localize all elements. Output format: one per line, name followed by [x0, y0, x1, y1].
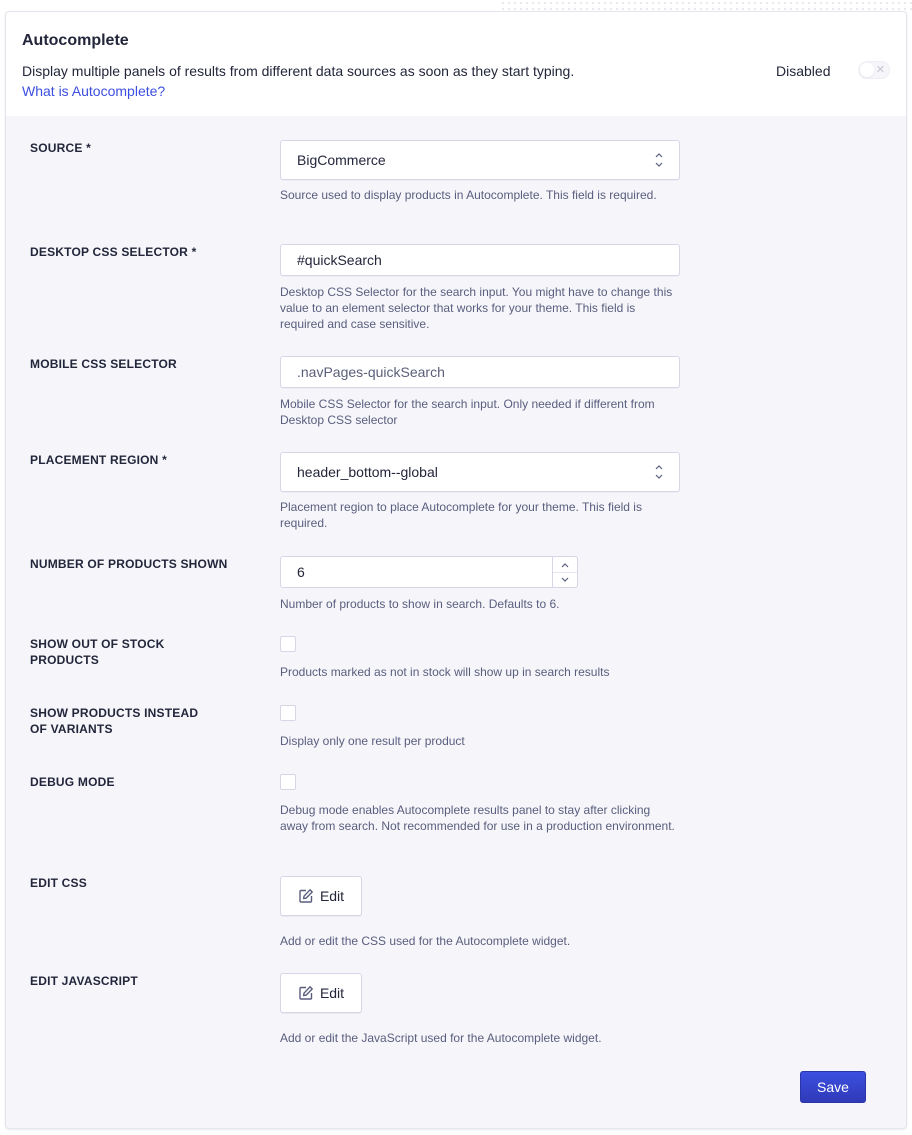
- desktop-selector-value: #quickSearch: [297, 252, 382, 268]
- toggle-knob: [860, 63, 874, 77]
- source-value: BigCommerce: [297, 152, 386, 168]
- edit-icon: [298, 888, 314, 904]
- select-arrows-icon: [653, 463, 665, 481]
- out-of-stock-checkbox[interactable]: [280, 636, 296, 652]
- save-button[interactable]: Save: [800, 1071, 866, 1103]
- placement-region-value: header_bottom--global: [297, 464, 438, 480]
- source-label: SOURCE *: [30, 141, 91, 155]
- section-description: Display multiple panels of results from different data sources as soon as they start typing.: [22, 63, 575, 79]
- close-icon: ✕: [875, 64, 885, 76]
- edit-js-button[interactable]: [280, 973, 362, 1013]
- status-label: Disabled: [776, 63, 831, 79]
- products-shown-label: NUMBER OF PRODUCTS SHOWN: [30, 557, 228, 571]
- placement-region-help: Placement region to place Autocomplete for your theme. This field is required.: [280, 500, 642, 530]
- products-instead-variants-help: Display only one result per product: [280, 734, 465, 748]
- debug-mode-checkbox[interactable]: [280, 774, 296, 790]
- chevron-up-icon: [561, 562, 569, 568]
- out-of-stock-help: Products marked as not in stock will show up in search results: [280, 665, 610, 679]
- desktop-selector-label: DESKTOP CSS SELECTOR *: [30, 245, 197, 259]
- edit-css-label: EDIT CSS: [30, 876, 87, 890]
- autocomplete-settings-card: [5, 11, 907, 1129]
- mobile-selector-value: .navPages-quickSearch: [297, 364, 445, 380]
- products-instead-variants-checkbox[interactable]: [280, 705, 296, 721]
- edit-js-label: EDIT JAVASCRIPT: [30, 974, 138, 988]
- decrement-button[interactable]: [553, 572, 577, 587]
- edit-css-button-label: Edit: [319, 888, 345, 904]
- edit-css-help: Add or edit the CSS used for the Autocomplete widget.: [280, 934, 571, 948]
- enable-toggle[interactable]: [858, 61, 890, 79]
- debug-mode-help: Debug mode enables Autocomplete results panel to stay after clicking away from search. Not recommended for use in a production environment.: [280, 803, 675, 833]
- desktop-selector-help: Desktop CSS Selector for the search input. You might have to change this value to an element selector that works for your theme. This field is required and case sensitive.: [280, 285, 673, 331]
- placement-region-label: PLACEMENT REGION *: [30, 453, 167, 467]
- section-title: Autocomplete: [22, 32, 129, 49]
- products-shown-input[interactable]: [280, 556, 578, 588]
- products-instead-variants-label: SHOW PRODUCTS INSTEAD OF VARIANTS: [30, 706, 199, 736]
- edit-icon: [298, 985, 314, 1001]
- what-is-autocomplete-link[interactable]: What is Autocomplete?: [22, 83, 166, 99]
- edit-js-help: Add or edit the JavaScript used for the Autocomplete widget.: [280, 1031, 602, 1045]
- products-shown-help: Number of products to show in search. Defaults to 6.: [280, 597, 560, 611]
- mobile-selector-label: MOBILE CSS SELECTOR: [30, 357, 177, 371]
- source-help: Source used to display products in Autocomplete. This field is required.: [280, 188, 657, 202]
- edit-css-button[interactable]: [280, 876, 362, 916]
- card-header: [6, 12, 906, 116]
- debug-mode-label: DEBUG MODE: [30, 775, 115, 789]
- products-shown-value: 6: [297, 564, 305, 580]
- chevron-down-icon: [561, 577, 569, 583]
- increment-button[interactable]: [553, 557, 577, 573]
- number-stepper: [552, 557, 577, 587]
- source-select[interactable]: [280, 140, 680, 180]
- mobile-selector-input[interactable]: [280, 356, 680, 388]
- edit-js-button-label: Edit: [319, 985, 345, 1001]
- out-of-stock-label: SHOW OUT OF STOCK PRODUCTS: [30, 637, 165, 667]
- placement-region-select[interactable]: [280, 452, 680, 492]
- desktop-selector-input[interactable]: [280, 244, 680, 276]
- background-dot-pattern: [500, 0, 912, 10]
- select-arrows-icon: [653, 151, 665, 169]
- mobile-selector-help: Mobile CSS Selector for the search input. Only needed if different from Desktop CSS selector: [280, 397, 655, 427]
